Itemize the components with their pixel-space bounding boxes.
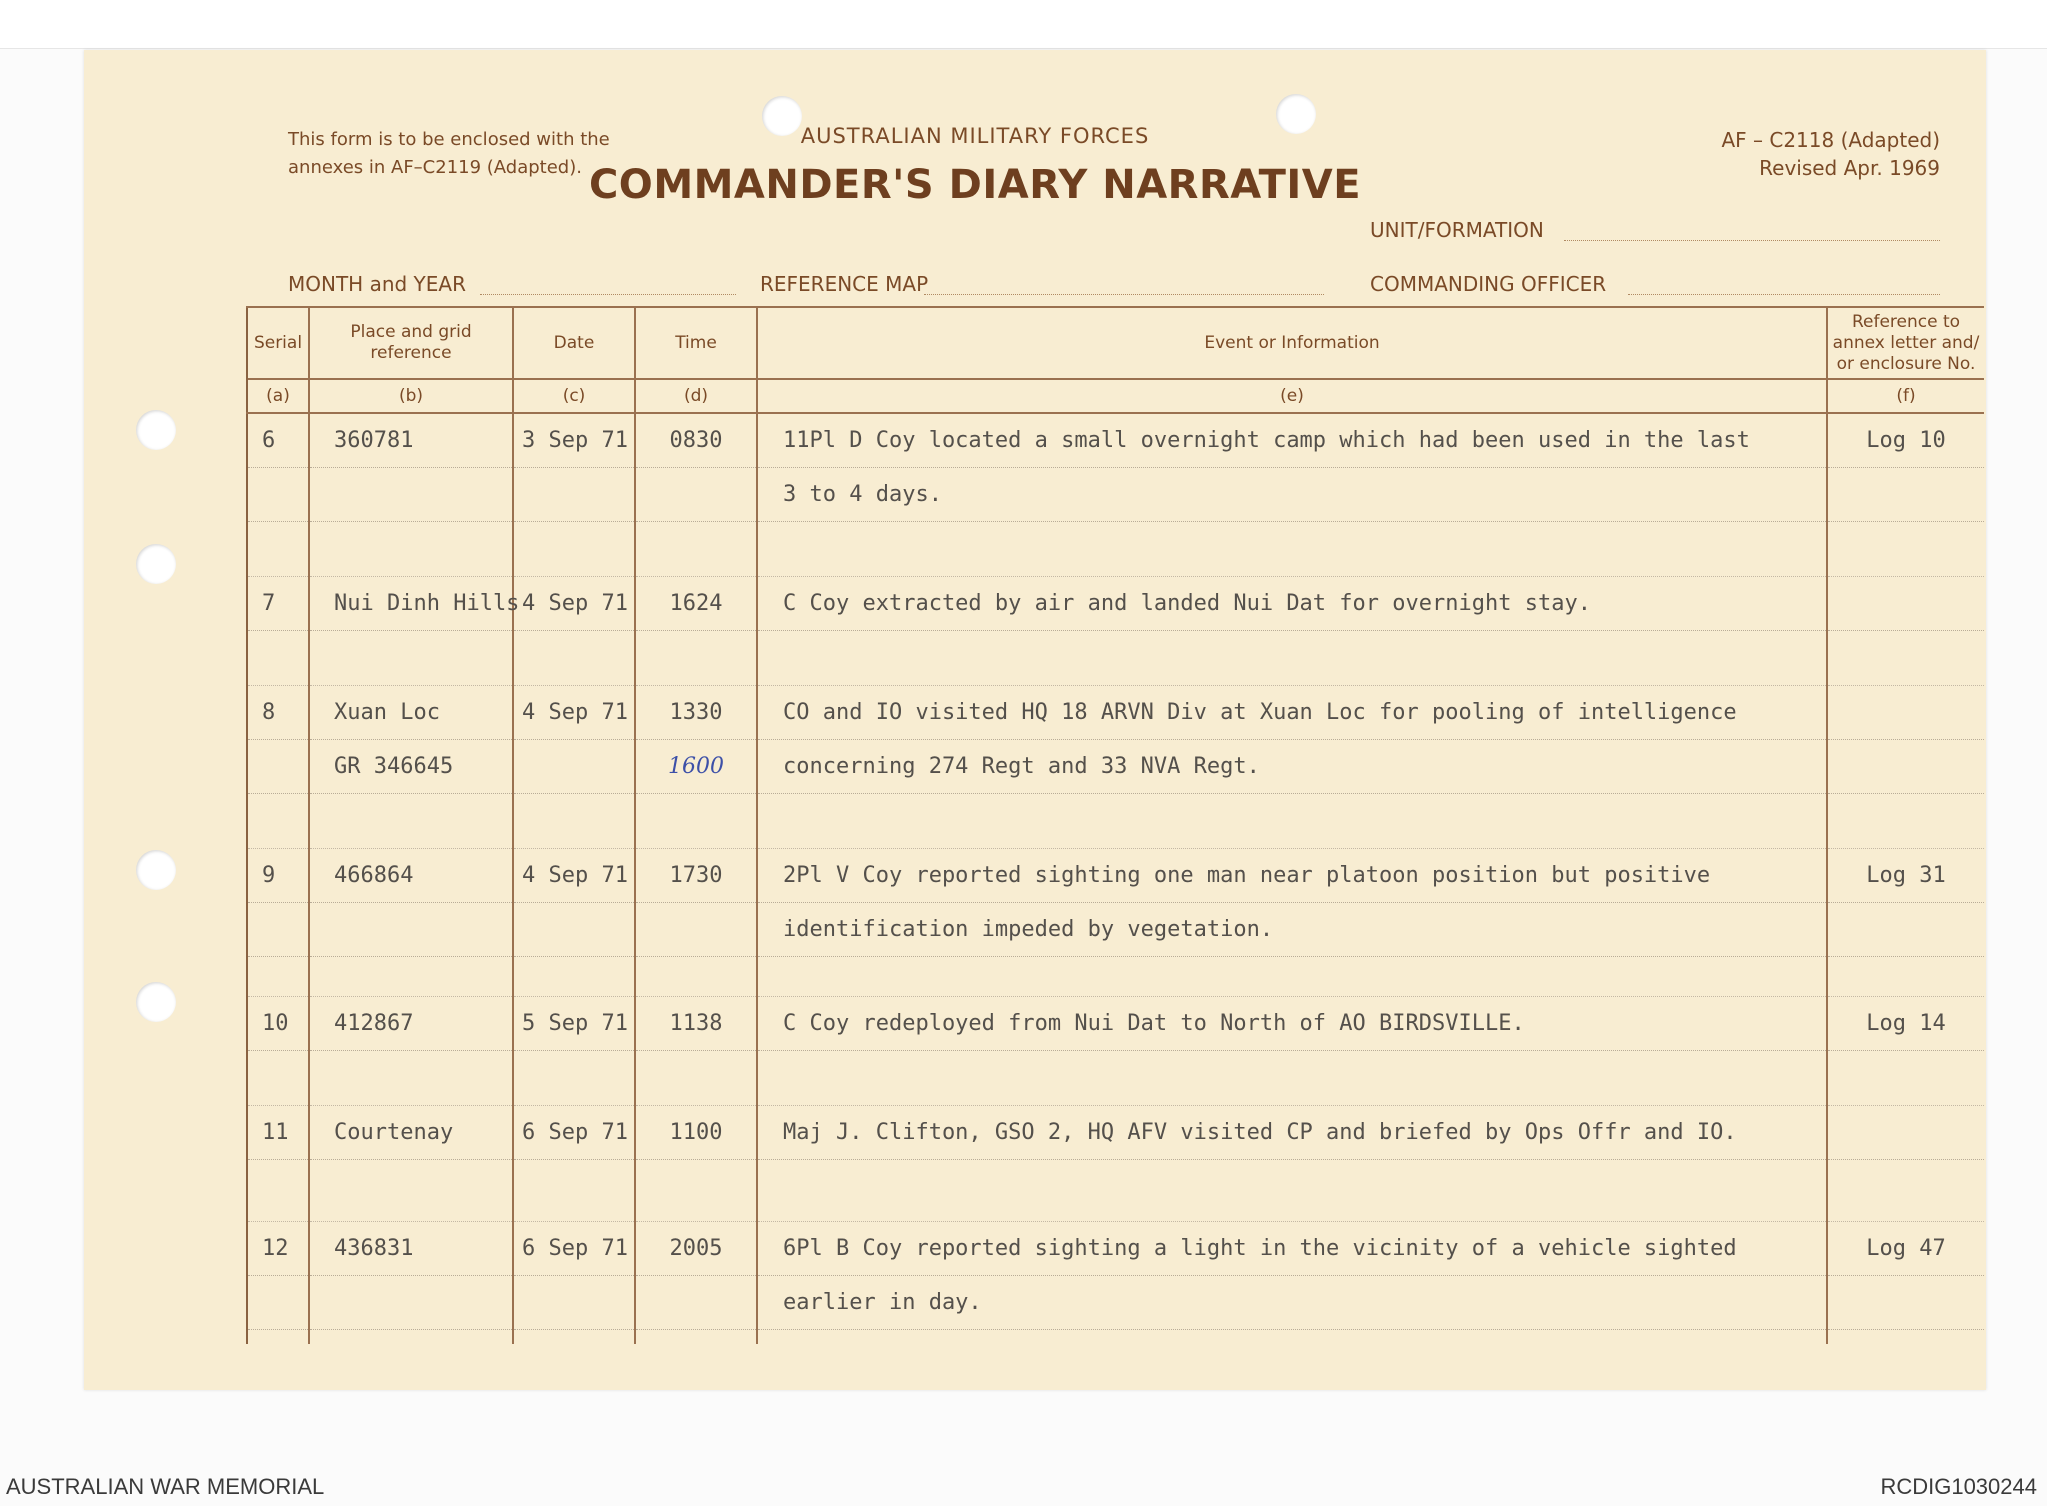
entry-date: 4 Sep 71	[514, 577, 634, 631]
entry-place: Nui Dinh Hills	[310, 577, 512, 631]
column-header-event: Event or Information	[757, 307, 1827, 379]
entry-place: 360781	[310, 414, 512, 468]
form-number	[1721, 126, 1940, 182]
month-year-label: MONTH and YEAR	[288, 272, 466, 296]
column-letter-a: (a)	[247, 379, 309, 413]
entry-grid-reference: GR 346645	[310, 740, 512, 794]
entry-place: 412867	[310, 997, 512, 1051]
diary-entry-row	[247, 413, 1984, 577]
column-header-row	[247, 307, 1984, 379]
form-title: COMMANDER'S DIARY NARRATIVE	[588, 162, 1362, 208]
entry-date: 6 Sep 71	[514, 1106, 634, 1160]
entry-serial: 10	[248, 997, 308, 1051]
entry-serial: 7	[248, 577, 308, 631]
reference-map-field	[924, 294, 1324, 295]
column-letter-b: (b)	[309, 379, 513, 413]
punch-hole	[136, 850, 176, 890]
diary-entry-row	[247, 997, 1984, 1106]
entry-event-line-2: identification impeded by vegetation.	[758, 903, 1826, 957]
entry-date: 5 Sep 71	[514, 997, 634, 1051]
entry-event-line-1: 2Pl V Coy reported sighting one man near platoon position but positive	[758, 849, 1826, 903]
entry-time: 0830	[636, 414, 756, 468]
entry-event-line-1: CO and IO visited HQ 18 ARVN Div at Xuan Loc for pooling of intelligence	[758, 686, 1826, 740]
column-letter-d: (d)	[635, 379, 757, 413]
reference-map-label: REFERENCE MAP	[760, 272, 929, 296]
entry-time: 1138	[636, 997, 756, 1051]
entry-event-line-2: earlier in day.	[758, 1276, 1826, 1330]
diary-entry-row	[247, 1106, 1984, 1222]
enclosure-note-line-2: annexes in AF–C2119 (Adapted).	[288, 157, 582, 178]
column-letter-row	[247, 379, 1984, 413]
entry-serial: 6	[248, 414, 308, 468]
entry-event-line-1: 6Pl B Coy reported sighting a light in the vicinity of a vehicle sighted	[758, 1222, 1826, 1276]
entry-reference	[1828, 686, 1984, 740]
entry-date: 6 Sep 71	[514, 1222, 634, 1276]
entry-date: 4 Sep 71	[514, 686, 634, 740]
entry-time: 1100	[636, 1106, 756, 1160]
archive-credit: AUSTRALIAN WAR MEMORIAL	[6, 1474, 325, 1499]
entry-time: 1330	[636, 686, 756, 740]
diary-entry-row	[247, 1222, 1984, 1344]
punch-hole	[136, 410, 176, 450]
entry-time: 2005	[636, 1222, 756, 1276]
column-header-serial: Serial	[247, 307, 309, 379]
column-letter-f: (f)	[1827, 379, 1984, 413]
entry-time: 1730	[636, 849, 756, 903]
entry-event-line-1: Maj J. Clifton, GSO 2, HQ AFV visited CP and briefed by Ops Offr and IO.	[758, 1106, 1826, 1160]
entry-reference	[1828, 1106, 1984, 1160]
column-header-date: Date	[513, 307, 635, 379]
entry-serial: 9	[248, 849, 308, 903]
document-id: RCDIG1030244	[1880, 1474, 2037, 1499]
unit-formation-field	[1564, 240, 1940, 241]
commanding-officer-field	[1628, 294, 1940, 295]
entry-event-line-1: C Coy extracted by air and landed Nui Dat for overnight stay.	[758, 577, 1826, 631]
column-header-reference: Reference to annex letter and/ or enclosure No.	[1827, 307, 1984, 379]
entry-reference: Log 10	[1828, 414, 1984, 468]
entry-place: 466864	[310, 849, 512, 903]
entry-event-line-2: 3 to 4 days.	[758, 468, 1826, 522]
diary-entry-row	[247, 686, 1984, 849]
diary-form-sheet	[84, 50, 1986, 1390]
entry-event-line-1: 11Pl D Coy located a small overnight camp which had been used in the last	[758, 414, 1826, 468]
entry-reference: Log 47	[1828, 1222, 1984, 1276]
diary-table	[246, 306, 1984, 1344]
month-year-field	[480, 294, 736, 295]
entry-place: 436831	[310, 1222, 512, 1276]
organisation-heading: AUSTRALIAN MILITARY FORCES	[800, 124, 1150, 148]
column-header-place: Place and grid reference	[309, 307, 513, 379]
entry-serial: 8	[248, 686, 308, 740]
diary-entry-row	[247, 577, 1984, 686]
punch-hole	[136, 982, 176, 1022]
entry-serial: 11	[248, 1106, 308, 1160]
form-revision-line: Revised Apr. 1969	[1759, 156, 1940, 180]
entry-reference	[1828, 577, 1984, 631]
column-header-time: Time	[635, 307, 757, 379]
entry-reference: Log 14	[1828, 997, 1984, 1051]
entry-place: Xuan Loc	[310, 686, 512, 740]
entry-time: 1624	[636, 577, 756, 631]
column-letter-c: (c)	[513, 379, 635, 413]
enclosure-note-line-1: This form is to be enclosed with the	[288, 129, 610, 150]
entry-place: Courtenay	[310, 1106, 512, 1160]
form-number-line: AF – C2118 (Adapted)	[1721, 128, 1940, 152]
entry-handwritten-time: 1600	[636, 740, 756, 794]
commanding-officer-label: COMMANDING OFFICER	[1370, 272, 1607, 296]
unit-formation-label: UNIT/FORMATION	[1370, 218, 1544, 242]
entry-reference: Log 31	[1828, 849, 1984, 903]
entry-date: 4 Sep 71	[514, 849, 634, 903]
entry-serial: 12	[248, 1222, 308, 1276]
top-band	[0, 0, 2047, 49]
entry-date: 3 Sep 71	[514, 414, 634, 468]
entry-event-line-2: concerning 274 Regt and 33 NVA Regt.	[758, 740, 1826, 794]
punch-hole	[136, 544, 176, 584]
entry-event-line-1: C Coy redeployed from Nui Dat to North of AO BIRDSVILLE.	[758, 997, 1826, 1051]
diary-entry-row	[247, 849, 1984, 997]
column-letter-e: (e)	[757, 379, 1827, 413]
